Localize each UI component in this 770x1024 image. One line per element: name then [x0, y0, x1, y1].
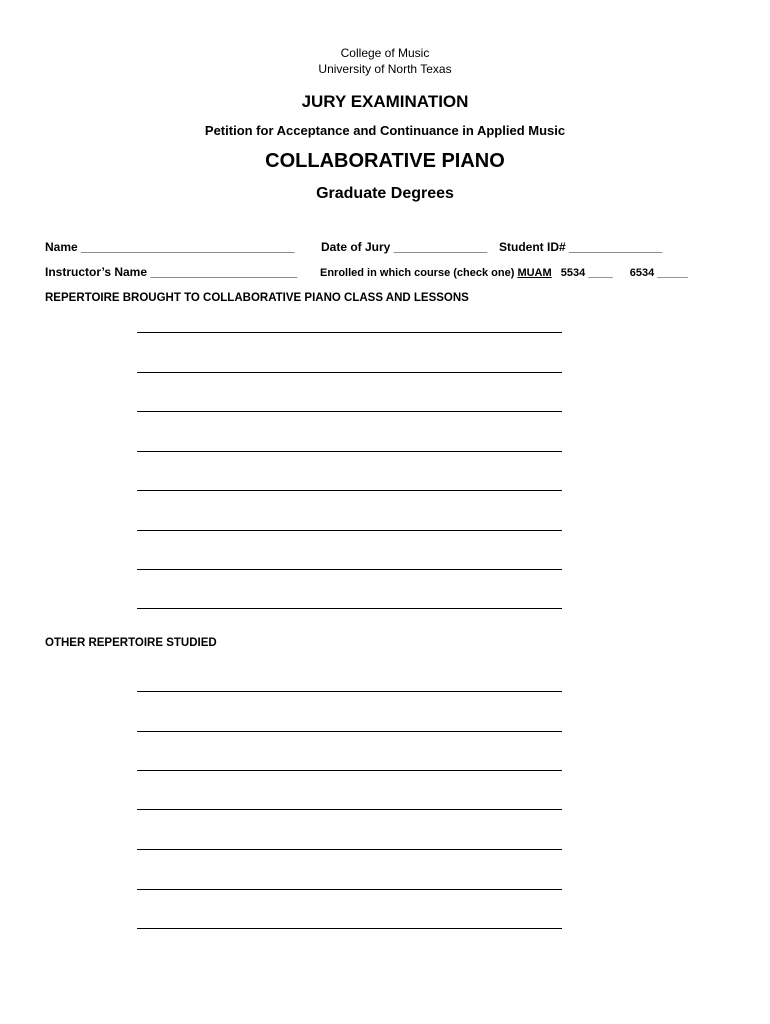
repertoire-brought-line-5[interactable]: [137, 490, 562, 491]
other-repertoire-line-1[interactable]: [137, 691, 562, 692]
other-repertoire-line-2[interactable]: [137, 731, 562, 732]
section-other-repertoire: OTHER REPERTOIRE STUDIED: [45, 637, 217, 649]
repertoire-brought-line-8[interactable]: [137, 608, 562, 609]
repertoire-brought-line-7[interactable]: [137, 569, 562, 570]
student-id-field[interactable]: Student ID# ______________: [499, 240, 663, 254]
repertoire-brought-line-1[interactable]: [137, 332, 562, 333]
course-6534-checkbox[interactable]: 6534 _____: [629, 267, 688, 279]
institution-line-1: College of Music: [340, 46, 430, 60]
other-repertoire-line-3[interactable]: [137, 770, 562, 771]
other-repertoire-line-5[interactable]: [137, 849, 562, 850]
repertoire-brought-line-6[interactable]: [137, 530, 562, 531]
institution-line-2: University of North Texas: [318, 62, 452, 76]
repertoire-brought-line-3[interactable]: [137, 411, 562, 412]
other-repertoire-line-6[interactable]: [137, 889, 562, 890]
name-field[interactable]: Name ________________________________: [45, 240, 295, 254]
form-title: JURY EXAMINATION: [301, 92, 469, 111]
course-code: MUAM: [517, 267, 552, 279]
enrolled-course-row: [320, 267, 688, 279]
section-repertoire-brought: REPERTOIRE BROUGHT TO COLLABORATIVE PIANO CLASS AND LESSONS: [45, 292, 469, 304]
date-of-jury-field[interactable]: Date of Jury ______________: [321, 240, 488, 254]
repertoire-brought-line-2[interactable]: [137, 372, 562, 373]
instructor-name-field[interactable]: Instructor’s Name ______________________: [45, 265, 298, 279]
other-repertoire-line-7[interactable]: [137, 928, 562, 929]
area-heading: COLLABORATIVE PIANO: [265, 150, 505, 172]
degrees-heading: Graduate Degrees: [316, 185, 454, 202]
enrolled-label: Enrolled in which course (check one): [320, 267, 515, 279]
petition-subtitle: Petition for Acceptance and Continuance in Applied Music: [204, 123, 566, 138]
course-5534-checkbox[interactable]: 5534 ____: [560, 267, 613, 279]
other-repertoire-line-4[interactable]: [137, 809, 562, 810]
repertoire-brought-line-4[interactable]: [137, 451, 562, 452]
